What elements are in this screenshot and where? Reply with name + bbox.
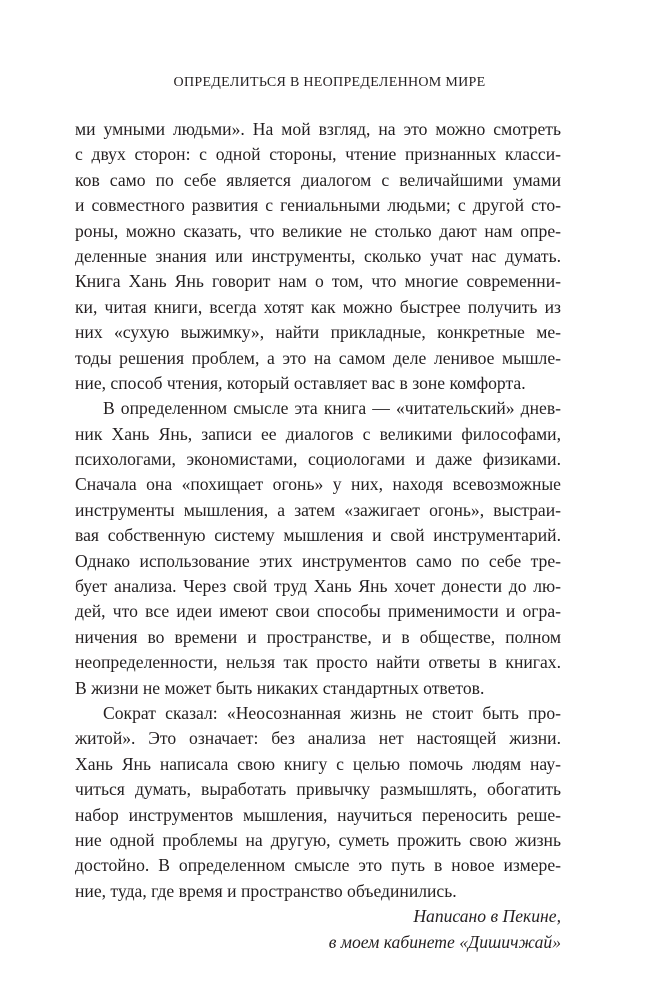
text-line: ки, читая книги, всегда хотят как можно быстрее получить из xyxy=(75,296,561,317)
text-line: Сократ сказал: «Неосознанная жизнь не стоит быть про- xyxy=(103,702,561,723)
running-head: ОПРЕДЕЛИТЬСЯ В НЕОПРЕДЕЛЕННОМ МИРЕ xyxy=(173,75,486,90)
text-line: и совместного развития с гениальными людьми; с другой сто- xyxy=(75,195,561,216)
text-line: Сначала она «похищает огонь» у них, находя всевозможные xyxy=(75,474,561,495)
text-line: роны, можно сказать, что великие не столько дают нам опре- xyxy=(75,220,561,241)
text-line: ков само по себе является диалогом с величайшими умами xyxy=(75,169,561,190)
paragraph-2 xyxy=(75,396,561,701)
signature xyxy=(75,904,561,955)
paragraph-3 xyxy=(75,701,561,904)
text-line: инструменты мышления, а затем «зажигает огонь», выстраи- xyxy=(75,499,561,520)
text-line: ми умными людьми». На мой взгляд, на это можно смотреть xyxy=(75,119,561,139)
text-line: Однако использование этих инструментов само по себе тре- xyxy=(75,550,561,571)
text-line: них «сухую выжимку», найти прикладные, конкретные ме- xyxy=(75,322,561,343)
text-line: неопределенности, нельзя так просто найти ответы в книгах. xyxy=(75,652,561,673)
text-line: В определенном смысле эта книга — «читательский» днев- xyxy=(103,398,561,419)
text-line: достойно. В определенном смысле это путь в новое измере- xyxy=(75,855,561,876)
text-line: ние, туда, где время и пространство объединились. xyxy=(75,880,457,901)
paragraph-1 xyxy=(75,117,561,396)
text-line: с двух сторон: с одной стороны, чтение признанных класси- xyxy=(75,144,561,165)
text-line: набор инструментов мышления, научиться переносить реше- xyxy=(75,804,561,825)
text-line: Хань Янь написала свою книгу с целью помочь людям нау- xyxy=(75,753,561,774)
text-line: читься думать, выработать привычку размышлять, обогатить xyxy=(75,779,561,800)
text-line: вая собственную систему мышления и свой инструментарий. xyxy=(75,525,561,546)
text-line: бует анализа. Через свой труд Хань Янь хочет донести до лю- xyxy=(75,576,561,597)
text-line: тоды решения проблем, а это на самом деле ленивое мышле- xyxy=(75,347,561,368)
text-line: дей, что все идеи имеют свои способы применимости и огра- xyxy=(75,601,561,622)
text-line: В жизни не может быть никаких стандартных ответов. xyxy=(75,677,485,698)
signature-line: Написано в Пекине, xyxy=(413,906,561,927)
text-line: ничения во времени и пространстве, и в обществе, полном xyxy=(75,626,561,647)
body-text xyxy=(75,117,561,955)
text-line: ние, способ чтения, который оставляет вас в зоне комфорта. xyxy=(75,372,526,393)
text-line: ние одной проблемы на другую, суметь прожить свою жизнь xyxy=(75,829,561,850)
text-line: Книга Хань Янь говорит нам о том, что многие современни- xyxy=(75,271,561,292)
text-line: ник Хань Янь, записи ее диалогов с великими философами, xyxy=(75,423,561,444)
text-line: житой». Это означает: без анализа нет настоящей жизни. xyxy=(75,728,561,749)
text-line: деленные знания или инструменты, сколько учат нас думать. xyxy=(75,245,561,266)
text-line: психологами, экономистами, социологами и даже физиками. xyxy=(75,449,561,470)
signature-line: в моем кабинете «Дишичжай» xyxy=(328,931,561,952)
